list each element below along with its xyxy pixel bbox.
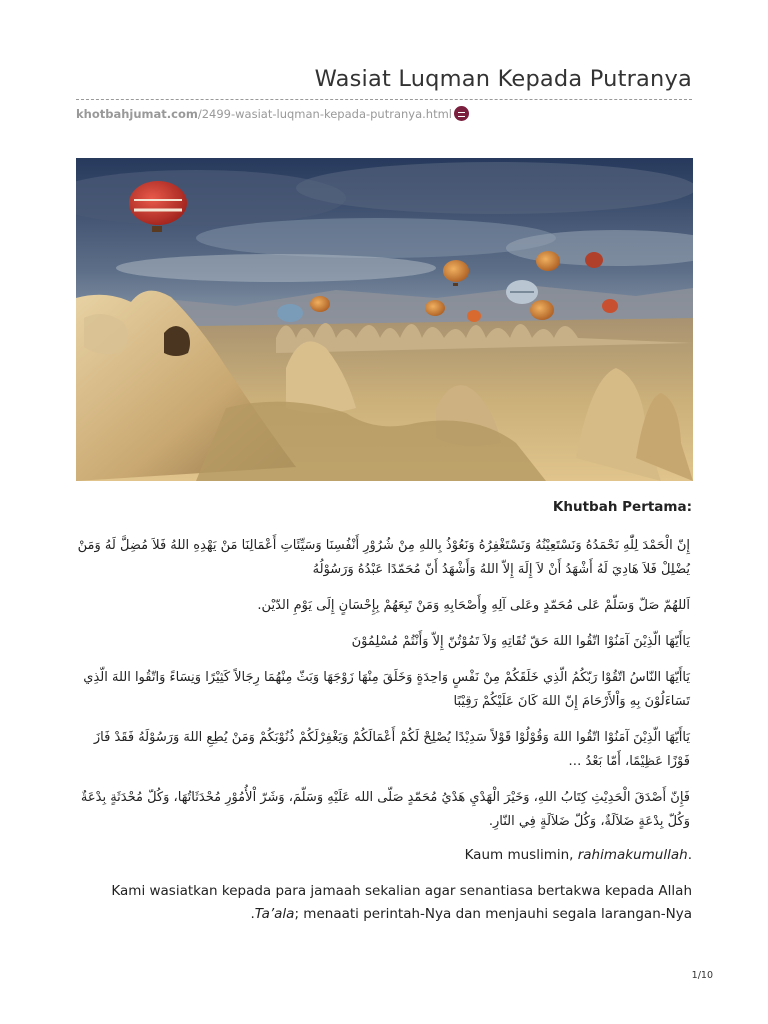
paragraph-emphasis: Ta’ala xyxy=(254,905,295,922)
source-path[interactable]: /2499-wasiat-luqman-kepada-putranya.html xyxy=(197,106,452,121)
source-domain[interactable]: khotbahjumat.com xyxy=(76,106,198,121)
hero-image xyxy=(76,158,693,481)
section-heading: :Khutbah Pertama xyxy=(552,499,692,515)
document-title: Wasiat Luqman Kepada Putranya xyxy=(314,66,692,92)
greeting-emphasis: rahimakumullah xyxy=(577,847,688,863)
paragraph-text-rest: ; menaati perintah-Nya dan menjauhi segala larangan-Nya. xyxy=(250,905,692,922)
source-url[interactable] xyxy=(76,106,469,121)
paragraph-text: Kami wasiatkan kepada para jamaah sekalian agar senantiasa bertakwa kepada Allah xyxy=(111,883,692,899)
arabic-paragraph: إِنّ الْحَمْدَ لِلّٰهِ نَحْمَدُهُ وَنَسْتَعِيْنُهُ وَنَسْتَغْفِرُهُ وَنَعُوْذُ بِاللهِ مِنْ شُرُوْرِ أَنْفُسِنَا وَسَيِّئَاتِ أَعْمَالِنَا مَنْ يَهْدِهِ اللهُ فَلاَ مُضِلَّ لَهُ وَمَنْ يُضْلِلْ فَلاَ هَادِيَ لَهُ أَشْهَدُ أَنْ لاَ إِلَهَ إِلاّ اللهُ وَأَشْهَدُ أَنّ مُحَمّدًا عَبْدُهُ وَرَسُوْلُهُ xyxy=(77,538,690,577)
title-divider xyxy=(76,99,692,100)
arabic-paragraph: يَاأَيّهَا النّاسُ اتّقُوْا رَبّكُمُ الّذِي خَلَقَكُمْ مِنْ نَفْسٍ وَاحِدَةٍ وَخَلَقَ مِنْهَا زَوْجَهَا وَبَثّ مِنْهُمَا رِجَالاً كَثِيْرًا وَنِسَاءً وَاتّقُوا اللهَ الّذِي تَسَاءَلُوْنَ بِهِ وَاْلأَرْحَامَ إِنّ اللهَ كَانَ عَلَيْكُمْ رَقِيْبًا xyxy=(83,670,690,709)
document-body xyxy=(76,486,692,939)
arabic-paragraph: اَللهُمّ صَلّ وَسَلّمْ عَلى مُحَمّدٍ وعَلى آلِهِ وِأَصْحَابِهِ وَمَنْ تَبِعَهُمْ بِإِحْسَانٍ إِلَى يَوْمِ الدّيْن. xyxy=(257,598,690,613)
arabic-paragraph: يَاأَيّهَا الّذِيْنَ آمَنُوْا اتّقُوا اللهَ وَقُوْلُوْا قَوْلاً سَدِيْدًا يُصْلِحْ لَكُمْ أَعْمَالَكُمْ وَيَغْفِرْلَكُمْ ذُنُوْبَكُمْ وَمَنْ يُطِعِ اللهَ وَرَسُوْلَهُ فَقَدْ فَازَ فَوْزًا عَظِيْمًا، أَمّا بَعْدُ … xyxy=(93,730,690,769)
site-logo-icon xyxy=(454,106,469,121)
greeting-line xyxy=(76,844,692,866)
greeting-text: .Kaum muslimin, xyxy=(464,847,692,863)
arabic-paragraph: يَاأَيّهَا الّذِيْنَ آمَنُوْا اتّقُوا اللهَ حَقّ تُقَاتِهِ وَلاَ تَمُوْتُنّ إِلاّ وَأَنْتُمْ مُسْلِمُوْنَ xyxy=(351,634,690,649)
page-number: 1/10 xyxy=(691,970,713,981)
body-paragraph xyxy=(76,880,692,925)
arabic-paragraph: فَإِنّ أَصْدَقَ الْحَدِيْثِ كِتَابُ اللهِ، وَخَيْرَ الْهَدْيِ هَدْيُ مُحَمّدٍ صَلّى الله عَلَيْهِ وَسَلّمَ، وَشَرّ اْلأُمُوْرِ مُحْدَثَاتُهَا، وَكُلّ مُحْدَثَةٍ بِدْعَةٌ وَكُلّ بِدْعَةٍ ضَلاَلَةٌ، وَكُلّ ضَلاَلَةٍ فِي النّارِ. xyxy=(80,790,690,829)
